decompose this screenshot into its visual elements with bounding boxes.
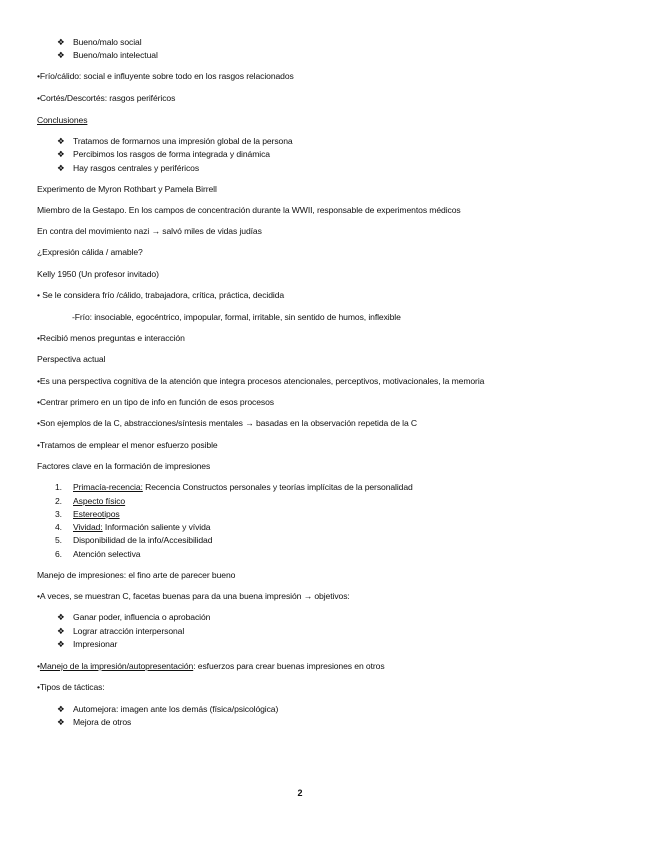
paragraph: •Cortés/Descortés: rasgos periféricos: [37, 93, 176, 103]
diamond-bullet-icon: ❖: [57, 50, 65, 60]
list-item: 6. Atención selectiva: [55, 549, 141, 559]
paragraph: • Se le considera frío /cálido, trabajadora, crítica, práctica, decidida: [37, 290, 285, 300]
paragraph: ¿Expresión cálida / amable?: [37, 247, 143, 257]
page-number: 2: [297, 788, 303, 798]
paragraph: •Manejo de la impresión/autopresentación: esfuerzos para crear buenas impresiones en otros: [37, 661, 385, 671]
list-item: ❖ Bueno/malo intelectual: [57, 50, 158, 60]
list-item: ❖ Impresionar: [57, 639, 118, 649]
paragraph: •Es una perspectiva cognitiva de la atención que integra procesos atencionales, perceptivos, motivacionales, la memoria: [37, 376, 485, 386]
diamond-bullet-icon: ❖: [57, 626, 65, 636]
list-item: ❖ Mejora de otros: [57, 717, 132, 727]
paragraph: En contra del movimiento nazi → salvó miles de vidas judías: [37, 226, 262, 236]
paragraph: -Frío: insociable, egocéntrico, impopular, formal, irritable, sin sentido de humos, inflexible: [72, 312, 401, 322]
list-item: ❖ Ganar poder, influencia o aprobación: [57, 612, 211, 622]
list-item: 2. Aspecto físico: [55, 496, 126, 506]
paragraph: •Tratamos de emplear el menor esfuerzo posible: [37, 440, 218, 450]
paragraph: Factores clave en la formación de impresiones: [37, 461, 211, 471]
list-item: 3. Estereotipos: [55, 509, 120, 519]
list-item: ❖ Bueno/malo social: [57, 37, 142, 47]
diamond-bullet-icon: ❖: [57, 717, 65, 727]
paragraph: •Frío/cálido: social e influyente sobre todo en los rasgos relacionados: [37, 71, 294, 81]
diamond-bullet-icon: ❖: [57, 136, 65, 146]
section-heading: Conclusiones: [37, 115, 88, 125]
paragraph: •Son ejemplos de la C, abstracciones/síntesis mentales → basadas en la observación repetida de la C: [37, 418, 418, 428]
diamond-bullet-icon: ❖: [57, 37, 65, 47]
diamond-bullet-icon: ❖: [57, 639, 65, 649]
paragraph: Experimento de Myron Rothbart y Pamela Birrell: [37, 184, 217, 194]
paragraph: Perspectiva actual: [37, 354, 106, 364]
paragraph: •Recibió menos preguntas e interacción: [37, 333, 185, 343]
list-item: 4. Vividad: Información saliente y vívida: [55, 522, 211, 532]
list-item: ❖ Percibimos los rasgos de forma integrada y dinámica: [57, 149, 270, 159]
list-item: ❖ Automejora: imagen ante los demás (física/psicológica): [57, 704, 279, 714]
paragraph: •Tipos de tácticas:: [37, 682, 105, 692]
diamond-bullet-icon: ❖: [57, 149, 65, 159]
paragraph: •Centrar primero en un tipo de info en función de esos procesos: [37, 397, 274, 407]
paragraph: Kelly 1950 (Un profesor invitado): [37, 269, 159, 279]
paragraph: Manejo de impresiones: el fino arte de parecer bueno: [37, 570, 236, 580]
diamond-bullet-icon: ❖: [57, 163, 65, 173]
paragraph: •A veces, se muestran C, facetas buenas para da una buena impresión → objetivos:: [37, 591, 350, 601]
list-item: ❖ Tratamos de formarnos una impresión global de la persona: [57, 136, 293, 146]
list-item: 1. Primacía-recencia: Recencia Constructos personales y teorías implícitas de la personalidad: [55, 482, 413, 492]
list-item: 5. Disponibilidad de la info/Accesibilidad: [55, 535, 213, 545]
diamond-bullet-icon: ❖: [57, 612, 65, 622]
list-item: ❖ Lograr atracción interpersonal: [57, 626, 185, 636]
diamond-bullet-icon: ❖: [57, 704, 65, 714]
paragraph: Miembro de la Gestapo. En los campos de concentración durante la WWII, responsable de experimentos médicos: [37, 205, 461, 215]
list-item: ❖ Hay rasgos centrales y periféricos: [57, 163, 200, 173]
